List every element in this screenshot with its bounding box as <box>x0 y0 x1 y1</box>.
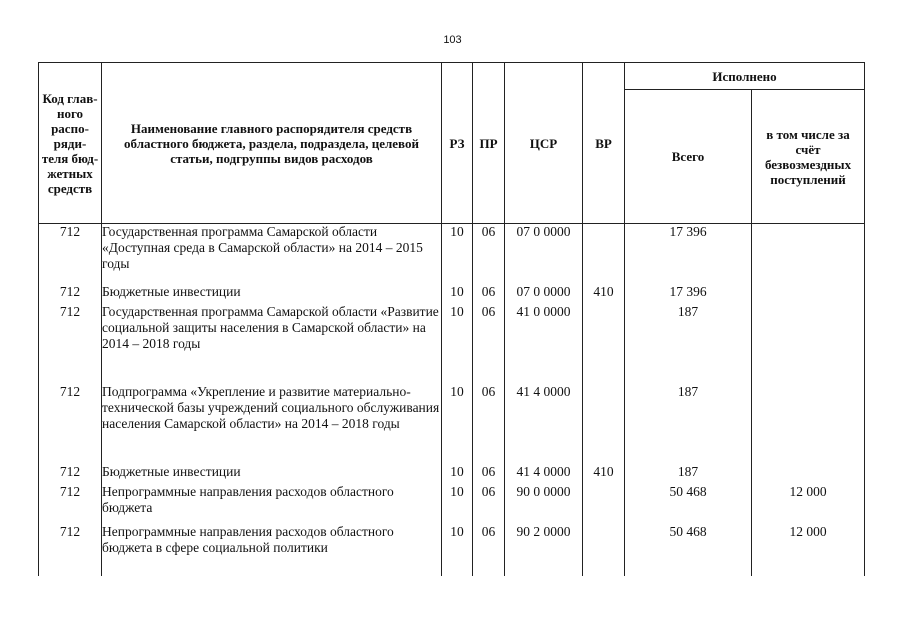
cell-rz: 10 <box>442 524 473 576</box>
cell-total: 187 <box>625 464 752 484</box>
cell-name: Государственная программа Самарской области «Доступная среда в Самарской области» на 2014 – 2015 годы <box>102 224 442 284</box>
cell-pr: 06 <box>473 484 505 524</box>
cell-rz: 10 <box>442 384 473 464</box>
cell-vr <box>583 384 625 464</box>
header-incl-free: в том числе за счёт безвозмездных поступлений <box>752 90 865 224</box>
cell-vr <box>583 304 625 384</box>
cell-rz: 10 <box>442 464 473 484</box>
cell-csr: 41 0 0000 <box>505 304 583 384</box>
cell-free <box>752 464 865 484</box>
cell-total: 187 <box>625 384 752 464</box>
cell-rz: 10 <box>442 484 473 524</box>
cell-code: 712 <box>39 484 102 524</box>
cell-name: Государственная программа Самарской области «Развитие социальной защиты населения в Самарской области» на 2014 – 2018 годы <box>102 304 442 384</box>
table-body <box>39 224 865 576</box>
budget-table <box>38 62 865 576</box>
cell-name: Непрограммные направления расходов областного бюджета <box>102 484 442 524</box>
table-row <box>39 384 865 464</box>
header-vr: ВР <box>583 63 625 224</box>
cell-vr <box>583 224 625 284</box>
cell-code: 712 <box>39 384 102 464</box>
cell-name: Бюджетные инвестиции <box>102 464 442 484</box>
cell-name: Непрограммные направления расходов областного бюджета в сфере социальной политики <box>102 524 442 576</box>
cell-free: 12 000 <box>752 484 865 524</box>
cell-total: 50 468 <box>625 524 752 576</box>
cell-vr <box>583 484 625 524</box>
cell-code: 712 <box>39 524 102 576</box>
cell-total: 187 <box>625 304 752 384</box>
header-executed: Исполнено <box>625 63 865 90</box>
cell-csr: 90 0 0000 <box>505 484 583 524</box>
cell-pr: 06 <box>473 464 505 484</box>
table-row <box>39 224 865 284</box>
cell-free <box>752 224 865 284</box>
cell-csr: 41 4 0000 <box>505 464 583 484</box>
cell-pr: 06 <box>473 524 505 576</box>
cell-free <box>752 284 865 304</box>
cell-rz: 10 <box>442 284 473 304</box>
cell-code: 712 <box>39 224 102 284</box>
cell-rz: 10 <box>442 304 473 384</box>
cell-total: 17 396 <box>625 224 752 284</box>
cell-vr <box>583 524 625 576</box>
header-rz: РЗ <box>442 63 473 224</box>
cell-pr: 06 <box>473 224 505 284</box>
cell-csr: 41 4 0000 <box>505 384 583 464</box>
cell-name: Бюджетные инвестиции <box>102 284 442 304</box>
cell-csr: 90 2 0000 <box>505 524 583 576</box>
cell-pr: 06 <box>473 284 505 304</box>
header-pr: ПР <box>473 63 505 224</box>
table-row <box>39 304 865 384</box>
cell-rz: 10 <box>442 224 473 284</box>
cell-code: 712 <box>39 304 102 384</box>
cell-free <box>752 304 865 384</box>
header-total: Всего <box>625 90 752 224</box>
table-row <box>39 524 865 576</box>
cell-csr: 07 0 0000 <box>505 284 583 304</box>
header-name: Наименование главного распорядителя средств областного бюджета, раздела, подраздела, целевой статьи, подгруппы видов расходов <box>102 63 442 224</box>
cell-code: 712 <box>39 464 102 484</box>
cell-free: 12 000 <box>752 524 865 576</box>
header-code: Код глав-ного распо-ряди-теля бюд-жетных средств <box>39 63 102 224</box>
cell-total: 50 468 <box>625 484 752 524</box>
table-header <box>39 63 865 224</box>
cell-csr: 07 0 0000 <box>505 224 583 284</box>
table-row <box>39 484 865 524</box>
cell-total: 17 396 <box>625 284 752 304</box>
cell-name: Подпрограмма «Укрепление и развитие материально-технической базы учреждений социального обслуживания населения Самарской области» на 2014 – 2018 годы <box>102 384 442 464</box>
table-row <box>39 464 865 484</box>
cell-vr: 410 <box>583 464 625 484</box>
header-csr: ЦСР <box>505 63 583 224</box>
cell-vr: 410 <box>583 284 625 304</box>
table-row <box>39 284 865 304</box>
cell-free <box>752 384 865 464</box>
page-number: 103 <box>443 34 462 46</box>
cell-pr: 06 <box>473 384 505 464</box>
cell-pr: 06 <box>473 304 505 384</box>
cell-code: 712 <box>39 284 102 304</box>
